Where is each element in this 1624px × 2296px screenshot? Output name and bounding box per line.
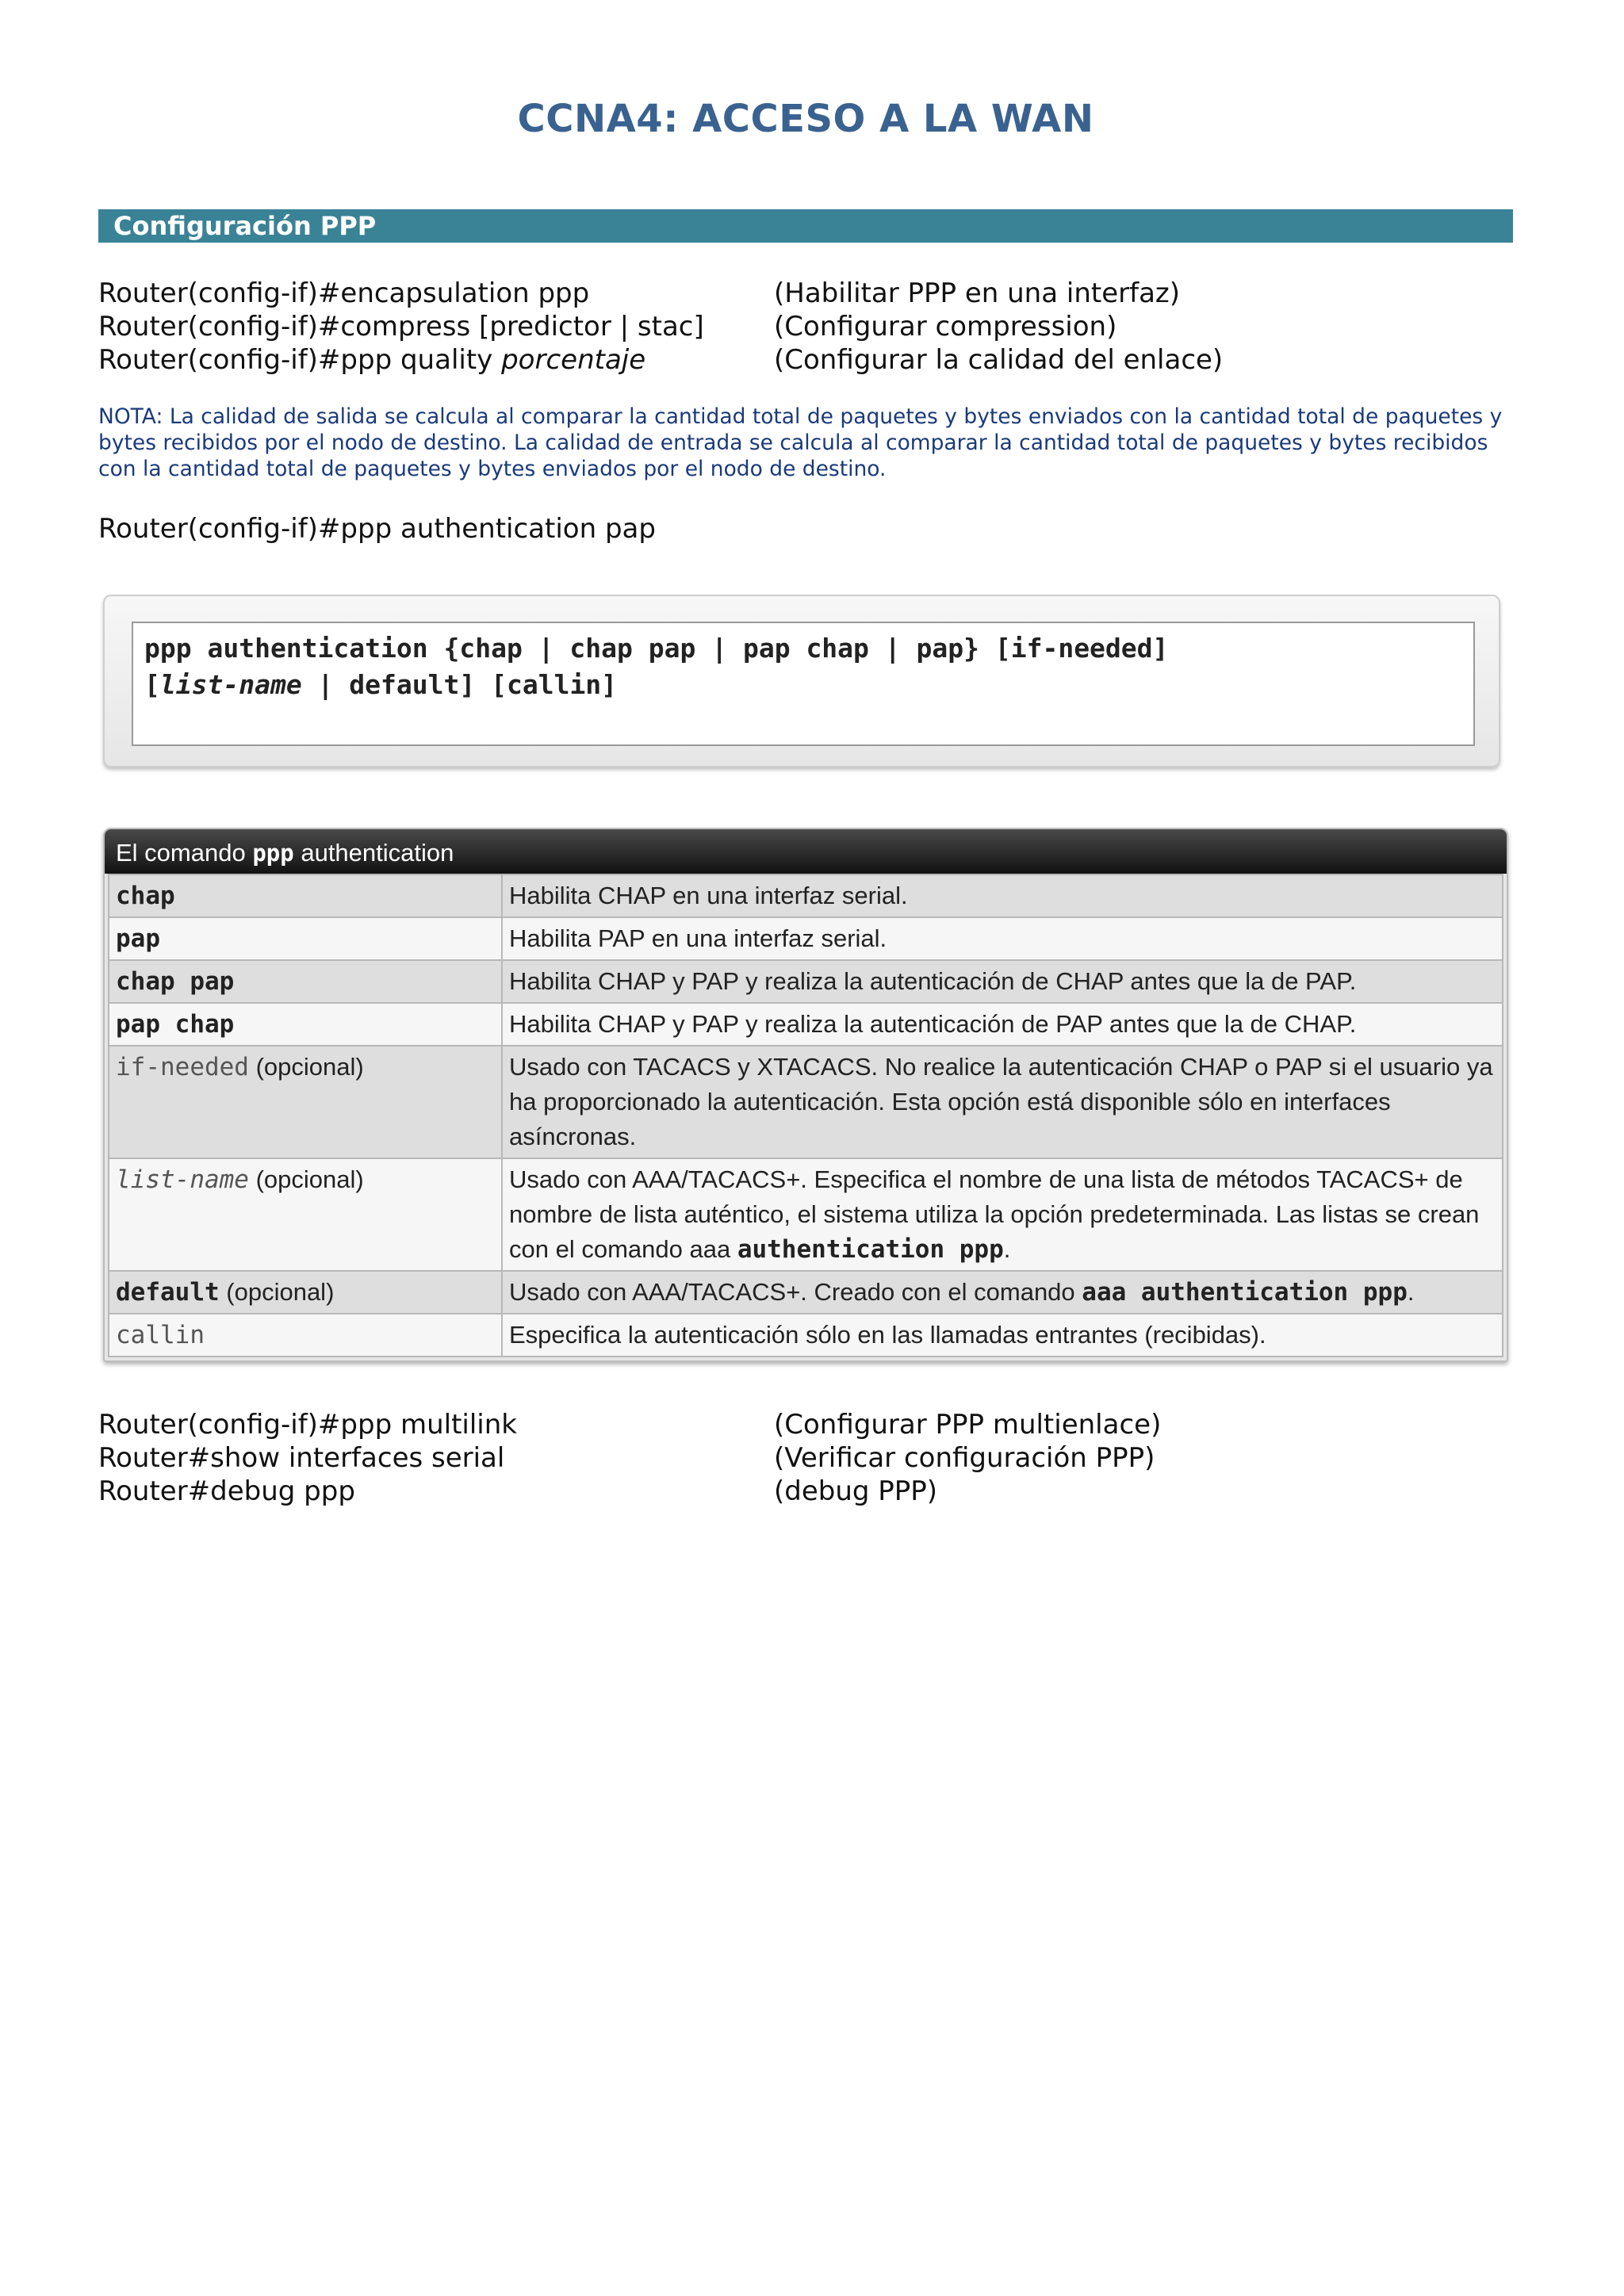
option-name: default <box>116 1278 220 1307</box>
option-cell <box>109 874 502 917</box>
option-name: chap pap <box>116 967 235 996</box>
auth-options-table-panel <box>103 828 1508 1362</box>
command-description: (Configurar compression) <box>774 311 1117 342</box>
command-prefix: Router(config-if)#ppp quality <box>98 344 502 376</box>
option-qualifier: (opcional) <box>248 1053 364 1081</box>
command-description: (Configurar PPP multienlace) <box>774 1409 1162 1441</box>
syntax-bracket: [ <box>144 669 160 700</box>
description-text: Usado con AAA/TACACS+. Creado con el comando <box>509 1278 1082 1306</box>
command-description: (Configurar la calidad del enlace) <box>774 344 1224 376</box>
auth-command: Router(config-if)#ppp authentication pap <box>98 513 656 545</box>
command-argument: porcentaje <box>501 344 646 376</box>
command-text <box>98 343 774 377</box>
description-text: Usado con AAA/TACACS+. Especifica el nombre de una lista de métodos TACACS+ de nombre de lista auténtico, el sistema utiliza la opción predeterminada. Las listas se crean con el comando aaa <box>509 1165 1480 1263</box>
command-text: Router#show interfaces serial <box>98 1442 505 1474</box>
table-row <box>109 1003 1503 1046</box>
table-row <box>109 1314 1503 1357</box>
table-row <box>109 1271 1503 1314</box>
section-header: Configuración PPP <box>98 209 1513 243</box>
auth-options-table <box>108 874 1503 1357</box>
table-row <box>109 960 1503 1003</box>
description-cell <box>502 1271 1503 1314</box>
command-text: Router(config-if)#compress [predictor | stac] <box>98 311 704 342</box>
description-cell <box>502 1158 1503 1271</box>
document-page <box>98 0 1513 1508</box>
description-command: authentication ppp <box>737 1235 1004 1264</box>
option-qualifier: (opcional) <box>219 1278 335 1306</box>
syntax-line-2 <box>144 667 1462 703</box>
option-cell <box>109 1003 502 1046</box>
command-description: (Habilitar PPP en una interfaz) <box>774 277 1181 309</box>
command-description: (debug PPP) <box>774 1475 938 1507</box>
description-cell: Habilita PAP en una interfaz serial. <box>502 917 1503 960</box>
header-suffix: authentication <box>293 839 454 867</box>
command-text: Router(config-if)#ppp multilink <box>98 1409 517 1441</box>
option-name: pap <box>116 924 160 953</box>
option-cell <box>109 960 502 1003</box>
command-row <box>98 1408 1513 1441</box>
option-name: callin <box>116 1321 205 1349</box>
syntax-panel <box>103 595 1500 767</box>
command-row <box>98 277 1513 310</box>
table-row <box>109 917 1503 960</box>
description-suffix: . <box>1003 1235 1011 1263</box>
command-list-bottom <box>98 1408 1513 1508</box>
option-name: if-needed <box>116 1053 249 1081</box>
option-name: list-name <box>116 1165 249 1194</box>
table-header <box>105 829 1507 874</box>
description-cell: Especifica la autenticación sólo en las llamadas entrantes (recibidas). <box>502 1314 1503 1357</box>
option-cell <box>109 917 502 960</box>
table-row <box>109 1046 1503 1158</box>
option-name: chap <box>116 882 175 910</box>
option-cell <box>109 1314 502 1357</box>
description-cell: Usado con TACACS y XTACACS. No realice la autenticación CHAP o PAP si el usuario ya ha proporcionado la autenticación. Esta opción está disponible sólo en interfaces asíncronas. <box>502 1046 1503 1158</box>
command-text: Router#debug ppp <box>98 1475 355 1507</box>
command-list-top <box>98 277 1513 377</box>
description-cell: Habilita CHAP y PAP y realiza la autenticación de PAP antes que la de CHAP. <box>502 1003 1503 1046</box>
description-suffix: . <box>1407 1278 1415 1306</box>
table-row <box>109 874 1503 917</box>
option-cell <box>109 1271 502 1314</box>
command-description: (Verificar configuración PPP) <box>774 1442 1155 1474</box>
option-cell <box>109 1158 502 1271</box>
command-row <box>98 343 1513 377</box>
syntax-rest: | default] [callin] <box>301 669 618 700</box>
syntax-line-1: ppp authentication {chap | chap pap | pap chap | pap} [if-needed] <box>144 633 1169 664</box>
note-paragraph: NOTA: La calidad de salida se calcula al comparar la cantidad total de paquetes y bytes enviados con la cantidad total de paquetes y bytes recibidos por el nodo de destino. La calidad de entrada se calcula al comparar la cantidad total de paquetes y bytes recibidos con la cantidad total de paquetes y bytes enviados por el nodo de destino. <box>98 404 1503 481</box>
page-title: CCNA4: ACCESO A LA WAN <box>517 97 1094 141</box>
header-mono: ppp <box>252 840 294 867</box>
description-cell: Habilita CHAP en una interfaz serial. <box>502 874 1503 917</box>
table-row <box>109 1158 1503 1271</box>
command-row <box>98 310 1513 343</box>
description-cell: Habilita CHAP y PAP y realiza la autenticación de CHAP antes que la de PAP. <box>502 960 1503 1003</box>
command-text: Router(config-if)#encapsulation ppp <box>98 277 590 309</box>
command-row <box>98 1475 1513 1508</box>
option-cell <box>109 1046 502 1158</box>
option-name: pap chap <box>116 1010 235 1039</box>
command-row <box>98 1441 1513 1475</box>
header-text: El comando <box>116 839 253 867</box>
option-qualifier: (opcional) <box>248 1165 364 1193</box>
description-command: aaa authentication ppp <box>1082 1278 1408 1307</box>
syntax-box <box>132 622 1475 746</box>
syntax-argument: list-name <box>159 669 302 700</box>
